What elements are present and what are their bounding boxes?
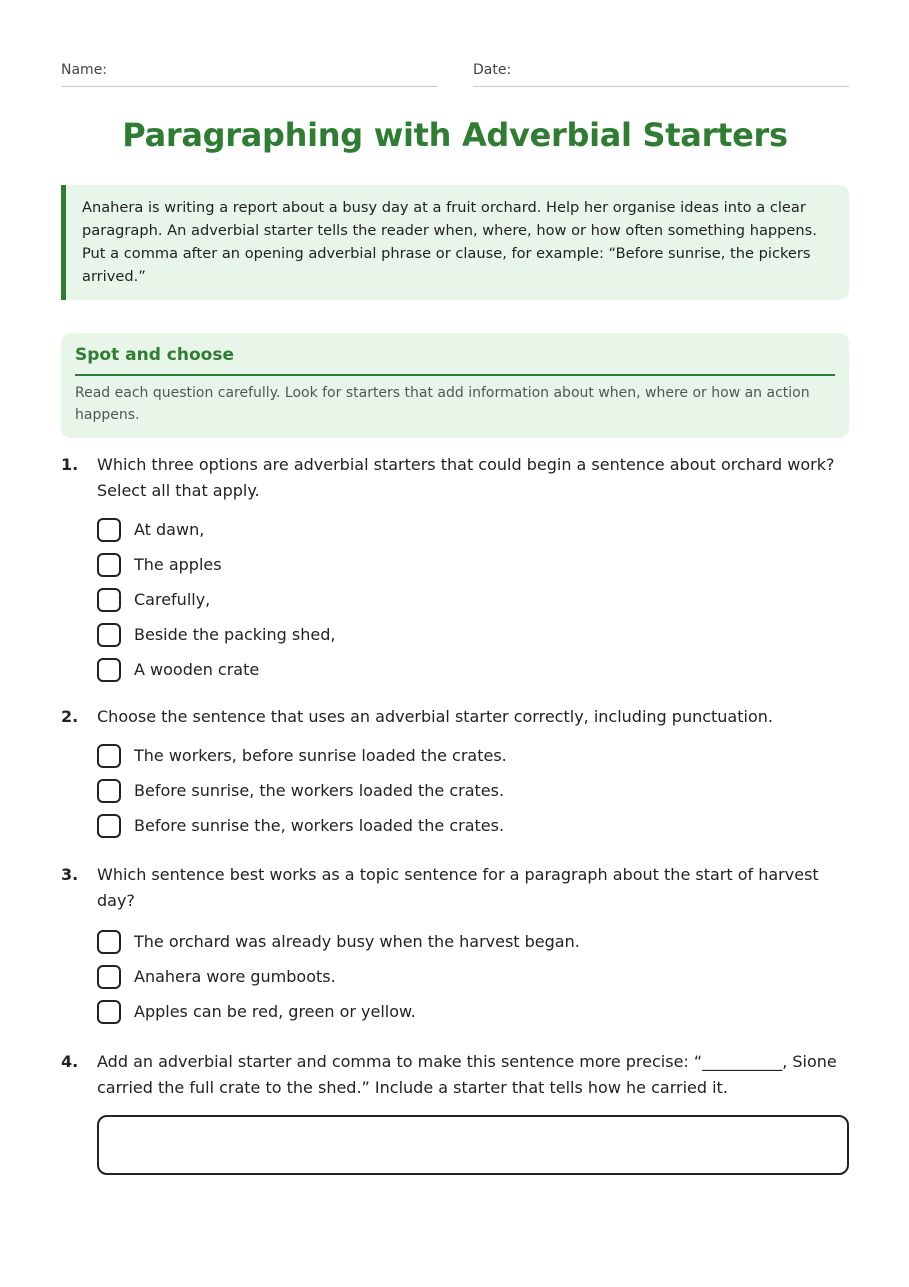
checkbox[interactable] xyxy=(97,965,121,989)
section-panel xyxy=(61,333,849,438)
option-label[interactable]: The apples xyxy=(134,555,222,574)
checkbox[interactable] xyxy=(97,779,121,803)
question-number: 1. xyxy=(61,455,79,474)
question-text: Which three options are adverbial starters that could begin a sentence about orchard work? Select all that apply. xyxy=(97,455,835,500)
question-4 xyxy=(61,1049,849,1175)
section-title: Spot and choose xyxy=(75,345,835,376)
header-fields xyxy=(61,0,849,87)
question-4-prompt xyxy=(61,1049,849,1101)
option-item[interactable] xyxy=(97,773,849,808)
question-3-options xyxy=(97,924,849,1029)
checkbox[interactable] xyxy=(97,518,121,542)
question-number: 3. xyxy=(61,865,79,884)
option-item[interactable] xyxy=(97,994,849,1029)
option-item[interactable] xyxy=(97,547,849,582)
option-item[interactable] xyxy=(97,924,849,959)
question-2-prompt xyxy=(61,704,849,730)
checkbox[interactable] xyxy=(97,744,121,768)
date-label: Date: xyxy=(473,62,512,78)
section-instructions: Read each question carefully. Look for starters that add information about when, where or how an action happens. xyxy=(75,385,810,423)
page-title: Paragraphing with Adverbial Starters xyxy=(122,116,788,154)
option-label[interactable]: Beside the packing shed, xyxy=(134,625,336,644)
option-item[interactable] xyxy=(97,512,849,547)
question-3 xyxy=(61,862,849,1029)
option-item[interactable] xyxy=(97,738,849,773)
option-label[interactable]: Carefully, xyxy=(134,590,211,609)
option-item[interactable] xyxy=(97,959,849,994)
option-label[interactable]: A wooden crate xyxy=(134,660,260,679)
checkbox[interactable] xyxy=(97,1000,121,1024)
option-item[interactable] xyxy=(97,617,849,652)
option-item[interactable] xyxy=(97,808,849,843)
question-text: Which sentence best works as a topic sentence for a paragraph about the start of harvest day? xyxy=(97,865,819,910)
answer-input[interactable] xyxy=(99,1117,847,1173)
question-1-options xyxy=(97,512,849,687)
answer-box[interactable] xyxy=(97,1115,849,1175)
option-item[interactable] xyxy=(97,582,849,617)
question-text: Choose the sentence that uses an adverbial starter correctly, including punctuation. xyxy=(97,707,773,726)
option-label[interactable]: The orchard was already busy when the harvest began. xyxy=(134,932,580,951)
option-label[interactable]: Anahera wore gumboots. xyxy=(134,967,336,986)
option-item[interactable] xyxy=(97,652,849,687)
question-2 xyxy=(61,704,849,843)
intro-text: Anahera is writing a report about a busy day at a fruit orchard. Help her organise ideas into a clear paragraph. An adverbial starter tells the reader when, where, how or how often something happens. Put a comma after an opening adverbial phrase or clause, for example: “Before sunrise, the pickers arrived.” xyxy=(82,199,817,285)
option-label[interactable]: Apples can be red, green or yellow. xyxy=(134,1002,416,1021)
checkbox[interactable] xyxy=(97,623,121,647)
checkbox[interactable] xyxy=(97,588,121,612)
question-2-options xyxy=(97,738,849,843)
option-label[interactable]: Before sunrise, the workers loaded the crates. xyxy=(134,781,505,800)
name-label: Name: xyxy=(61,62,108,78)
date-field[interactable] xyxy=(473,62,849,87)
checkbox[interactable] xyxy=(97,658,121,682)
intro-panel xyxy=(61,185,849,300)
option-label[interactable]: Before sunrise the, workers loaded the crates. xyxy=(134,816,505,835)
question-1-prompt xyxy=(61,452,849,504)
checkbox[interactable] xyxy=(97,814,121,838)
question-text: Add an adverbial starter and comma to make this sentence more precise: “__________, Sione carried the full crate to the shed.” Include a starter that tells how he carried it. xyxy=(97,1052,837,1097)
checkbox[interactable] xyxy=(97,930,121,954)
question-number: 4. xyxy=(61,1052,79,1071)
checkbox[interactable] xyxy=(97,553,121,577)
name-field[interactable] xyxy=(61,62,437,87)
option-label[interactable]: The workers, before sunrise loaded the crates. xyxy=(134,746,507,765)
question-3-prompt xyxy=(61,862,849,914)
option-label[interactable]: At dawn, xyxy=(134,520,205,539)
question-number: 2. xyxy=(61,707,79,726)
question-1 xyxy=(61,452,849,687)
